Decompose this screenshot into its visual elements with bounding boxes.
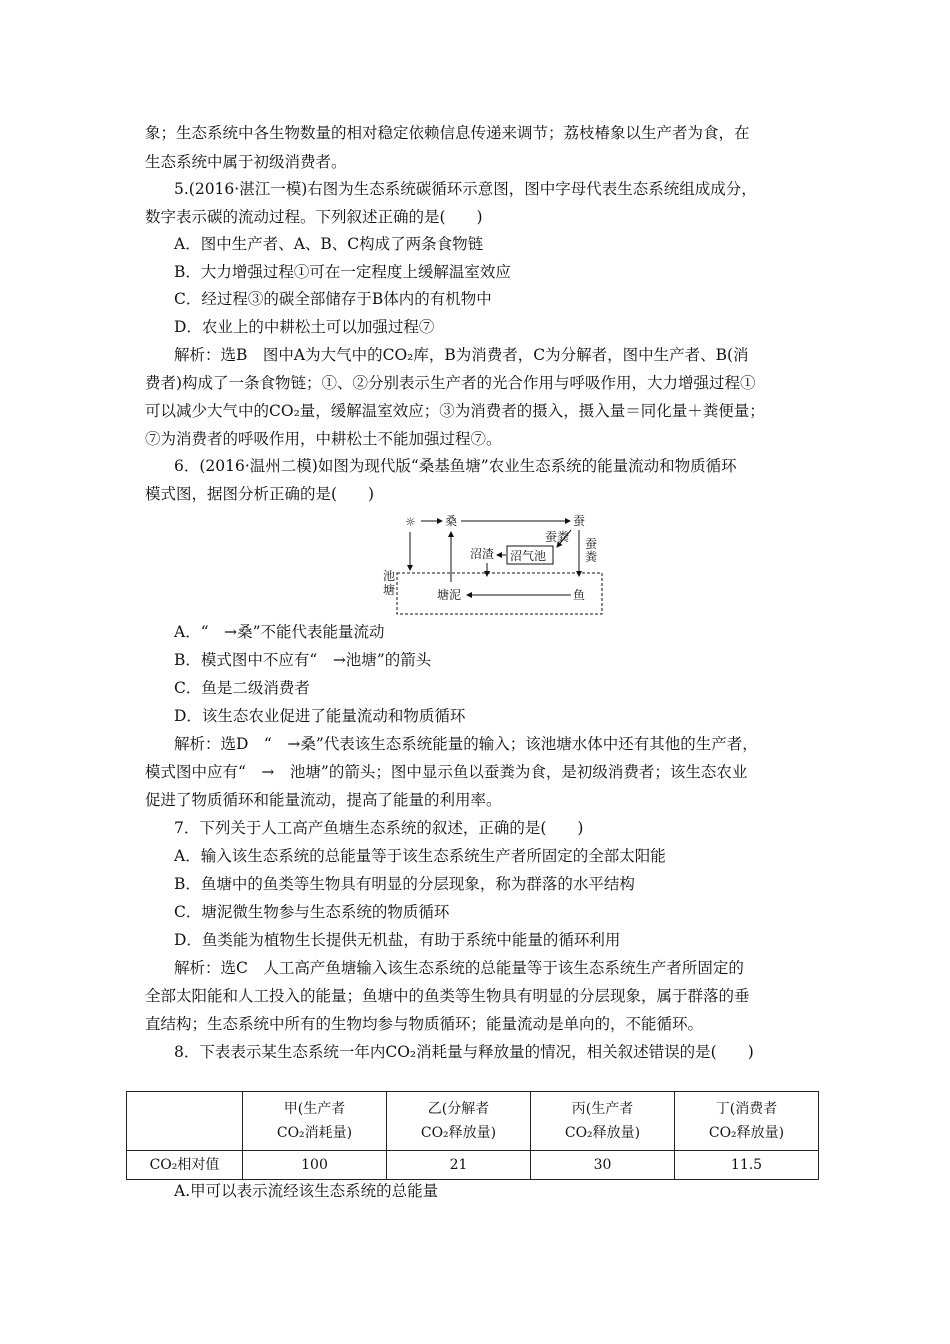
option-c: C．塘泥微生物参与生态系统的物质循环	[174, 903, 450, 921]
option-a: A．输入该生态系统的总能量等于该生态系统生产者所固定的全部太阳能	[174, 847, 666, 865]
header-line: 丙(生产者	[571, 1101, 634, 1117]
answer-6: 解析：选D “ →桑”代表该生态系统能量的输入；该池塘水体中还有其他的生产者，	[174, 735, 758, 753]
question-5: 5.(2016·湛江一模)右图为生态系统碳循环示意图，图中字母代表生态系统组成成分，	[174, 180, 757, 198]
table-cell: 21	[387, 1151, 531, 1180]
option-b: B．模式图中不应有“ →池塘”的箭头	[174, 651, 432, 669]
co2-table	[126, 1091, 819, 1180]
row-label: CO₂相对值	[127, 1151, 243, 1180]
option-c: C．鱼是二级消费者	[174, 679, 310, 697]
node-silkworm: 蚕	[573, 514, 586, 528]
label-pond-2: 塘	[383, 583, 396, 597]
sun-icon: ☼	[405, 515, 416, 529]
table-header-cell	[387, 1092, 531, 1151]
header-line: CO₂释放量)	[420, 1125, 497, 1141]
label-pond-1: 池	[383, 569, 396, 583]
table-cell: 30	[531, 1151, 675, 1180]
node-biogas: 沼气池	[510, 549, 547, 563]
text-line: 数字表示碳的流动过程。下列叙述正确的是( )	[145, 208, 483, 226]
option-a: A.甲可以表示流经该生态系统的总能量	[174, 1182, 439, 1200]
text-line: 费者)构成了一条食物链；①、②分别表示生产者的光合作用与呼吸作用，大力增强过程①	[145, 374, 756, 392]
node-mulberry: 桑	[445, 514, 458, 528]
table-header-cell	[243, 1092, 387, 1151]
table-header-cell	[675, 1092, 819, 1151]
node-mud: 塘泥	[437, 588, 462, 602]
question-7: 7．下列关于人工高产鱼塘生态系统的叙述，正确的是( )	[174, 819, 584, 837]
label-feces-v1: 蚕	[585, 537, 598, 551]
text-line: ⑦为消费者的呼吸作用，中耕松土不能加强过程⑦。	[145, 430, 502, 448]
question-6: 6．(2016·温州二模)如图为现代版“桑基鱼塘”农业生态系统的能量流动和物质循环	[174, 457, 737, 475]
option-c: C．经过程③的碳全部储存于B体内的有机物中	[174, 290, 492, 308]
option-d: D．农业上的中耕松土可以加强过程⑦	[174, 318, 435, 336]
mulberry-fishpond-diagram	[383, 508, 610, 620]
text-line: 模式图，据图分析正确的是( )	[145, 485, 375, 503]
node-residue: 沼渣	[470, 547, 495, 561]
table-header-cell	[127, 1092, 243, 1151]
label-silkworm-feces: 蚕粪	[545, 530, 570, 544]
pond-box	[397, 573, 602, 614]
option-d: D．该生态农业促进了能量流动和物质循环	[174, 707, 466, 725]
table-header-row	[127, 1092, 819, 1151]
header-line: 甲(生产者	[283, 1101, 346, 1117]
header-line: CO₂释放量)	[708, 1125, 785, 1141]
question-8: 8．下表表示某生态系统一年内CO₂消耗量与释放量的情况，相关叙述错误的是( )	[174, 1043, 754, 1061]
text-line: 模式图中应有“ → 池塘”的箭头；图中显示鱼以蚕粪为食，是初级消费者；该生态农业	[145, 763, 748, 781]
header-line: CO₂消耗量)	[276, 1125, 353, 1141]
text-line: 象；生态系统中各生物数量的相对稳定依赖信息传递来调节；荔枝椿象以生产者为食，在	[145, 124, 750, 142]
option-b: B．鱼塘中的鱼类等生物具有明显的分层现象，称为群落的水平结构	[174, 875, 635, 893]
label-feces-v2: 粪	[585, 550, 598, 564]
table-header-cell	[531, 1092, 675, 1151]
answer-7: 解析：选C 人工高产鱼塘输入该生态系统的总能量等于该生态系统生产者所固定的	[174, 959, 744, 977]
table-cell: 11.5	[675, 1151, 819, 1180]
header-line: 丁(消费者	[715, 1101, 778, 1117]
answer-5: 解析：选B 图中A为大气中的CO₂库，B为消费者，C为分解者，图中生产者、B(消	[174, 346, 749, 364]
header-line: CO₂释放量)	[564, 1125, 641, 1141]
text-line: 可以减少大气中的CO₂量，缓解温室效应；③为消费者的摄入，摄入量＝同化量＋粪便量；	[145, 402, 765, 420]
text-line: 直结构；生态系统中所有的生物均参与物质循环；能量流动是单向的，不能循环。	[145, 1015, 704, 1033]
option-a: A．图中生产者、A、B、C构成了两条食物链	[174, 235, 484, 253]
table-cell: 100	[243, 1151, 387, 1180]
table-row	[127, 1151, 819, 1180]
text-line: 全部太阳能和人工投入的能量；鱼塘中的鱼类等生物具有明显的分层现象，属于群落的垂	[145, 987, 750, 1005]
node-fish: 鱼	[573, 588, 586, 602]
header-line: 乙(分解者	[427, 1101, 490, 1117]
text-line: 促进了物质循环和能量流动，提高了能量的利用率。	[145, 791, 502, 809]
text-line: 生态系统中属于初级消费者。	[145, 153, 347, 171]
option-a: A．“ →桑”不能代表能量流动	[174, 623, 385, 641]
option-b: B．大力增强过程①可在一定程度上缓解温室效应	[174, 263, 511, 281]
option-d: D．鱼类能为植物生长提供无机盐，有助于系统中能量的循环利用	[174, 931, 621, 949]
